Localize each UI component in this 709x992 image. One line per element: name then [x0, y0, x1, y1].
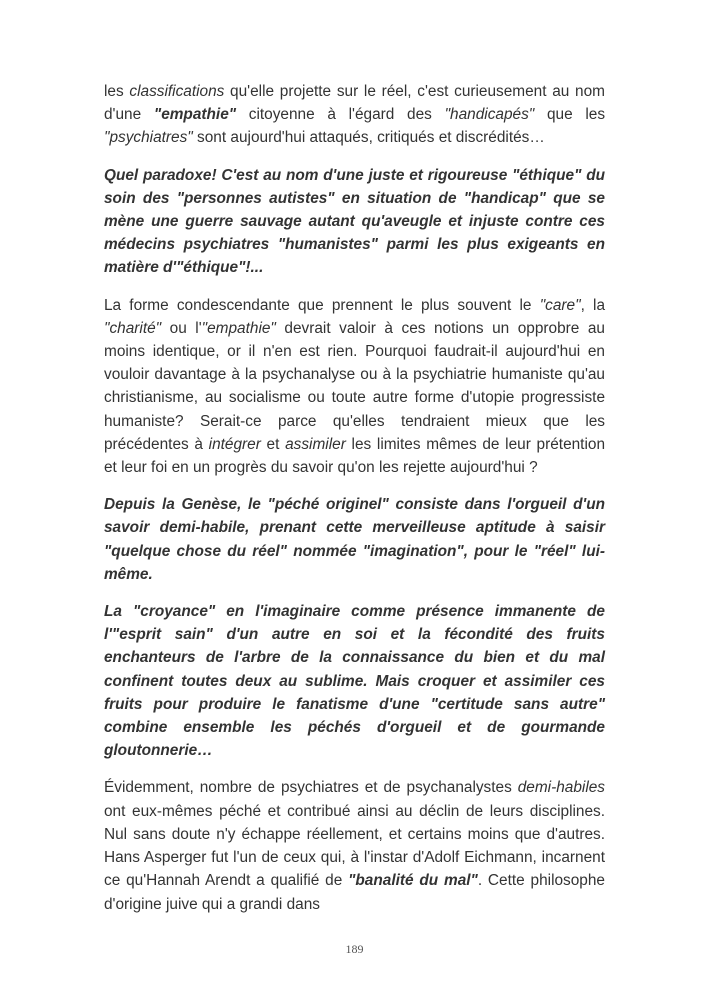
text-run: La forme condescendante que prennent le plus souvent le: [104, 296, 540, 314]
paragraph: [104, 776, 605, 915]
italic-text: "charité": [104, 319, 162, 337]
italic-text: classifications: [129, 83, 225, 100]
text-run: qu'elle projette sur le réel, c'est curieusement au nom d'une: [104, 83, 605, 124]
italic-text: assimiler: [285, 435, 346, 453]
italic-text: "empathie": [201, 319, 276, 337]
paragraph: [104, 80, 605, 150]
paragraph: [104, 164, 605, 280]
paragraph: [104, 600, 605, 762]
text-run: , la: [580, 296, 606, 314]
bold-italic-text: La "croyance" en l'imaginaire comme présence immanente de l'"esprit sain" d'un autre en soi et la fécondité des fruits enchanteurs de l'arbre de la connaissance du bien et du mal confinent toutes deux au sublime. Mais croquer et assimiler ces fruits pour produire le fanatisme d'une "certitude sans autre" combine ensemble les péchés d'orgueil et de gourmande gloutonnerie…: [104, 603, 605, 760]
text-run: sont aujourd'hui attaqués, critiqués et discrédités…: [192, 129, 545, 147]
text-run: Évidemment, nombre de psychiatres et de psychanalystes: [104, 779, 518, 797]
italic-text: "handicapés": [444, 106, 535, 124]
text-run: devrait valoir à ces notions un opprobre au moins identique, or il n'en est rien. Pourquoi faudrait-il aujourd'hui en vouloir davantage à la psychanalyse ou à la psychiatrie humaniste qu'au christianisme, au socialisme ou toute autre forme d'utopie progressiste humaniste? Serait-ce parce qu'elles tendraient mieux que les précédentes à: [104, 319, 605, 453]
bold-italic-text: Quel paradoxe! C'est au nom d'une juste et rigoureuse "éthique" du soin des "personnes autistes" en situation de "handicap" que se mène une guerre sauvage autant qu'aveugle et injuste contre ces médecins psychiatres "humanistes" parmi les plus exigeants en matière d'"éthique"!...: [104, 166, 605, 277]
bold-italic-text: "empathie": [153, 106, 237, 124]
paragraph: [104, 493, 605, 586]
italic-text: "care": [539, 296, 581, 314]
paragraph: [104, 294, 605, 480]
page-number: 189: [345, 942, 364, 956]
text-run: les limites mêmes de leur prétention et leur foi en un progrès du savoir qu'on les rejette aujourd'hui ?: [104, 435, 606, 477]
bold-italic-text: "banalité du mal": [348, 872, 478, 890]
body-text: [104, 80, 605, 930]
text-run: ou l': [161, 319, 202, 337]
text-run: . Cette philosophe d'origine juive qui a grandi dans: [104, 872, 605, 913]
text-run: que les: [534, 106, 606, 124]
text-run: les: [104, 83, 130, 100]
text-run: et: [260, 435, 286, 453]
text-run: citoyenne à l'égard des: [236, 106, 445, 124]
italic-text: demi-habiles: [517, 779, 605, 797]
text-run: ont eux-mêmes péché et contribué ainsi au déclin de leurs disciplines. Nul sans doute n'y échappe réellement, et certains moins que d'autres. Hans Asperger fut l'un de ceux qui, à l'instar d'Adolf Eichmann, incarnent ce qu'Hannah Arendt a qualifié de: [104, 802, 605, 890]
italic-text: intégrer: [208, 435, 261, 453]
bold-italic-text: Depuis la Genèse, le "péché originel" consiste dans l'orgueil d'un savoir demi-habile, prenant cette merveilleuse aptitude à saisir "quelque chose du réel" nommée "imagination", pour le "réel" lui-même.: [104, 496, 605, 583]
italic-text: "psychiatres": [104, 129, 193, 147]
